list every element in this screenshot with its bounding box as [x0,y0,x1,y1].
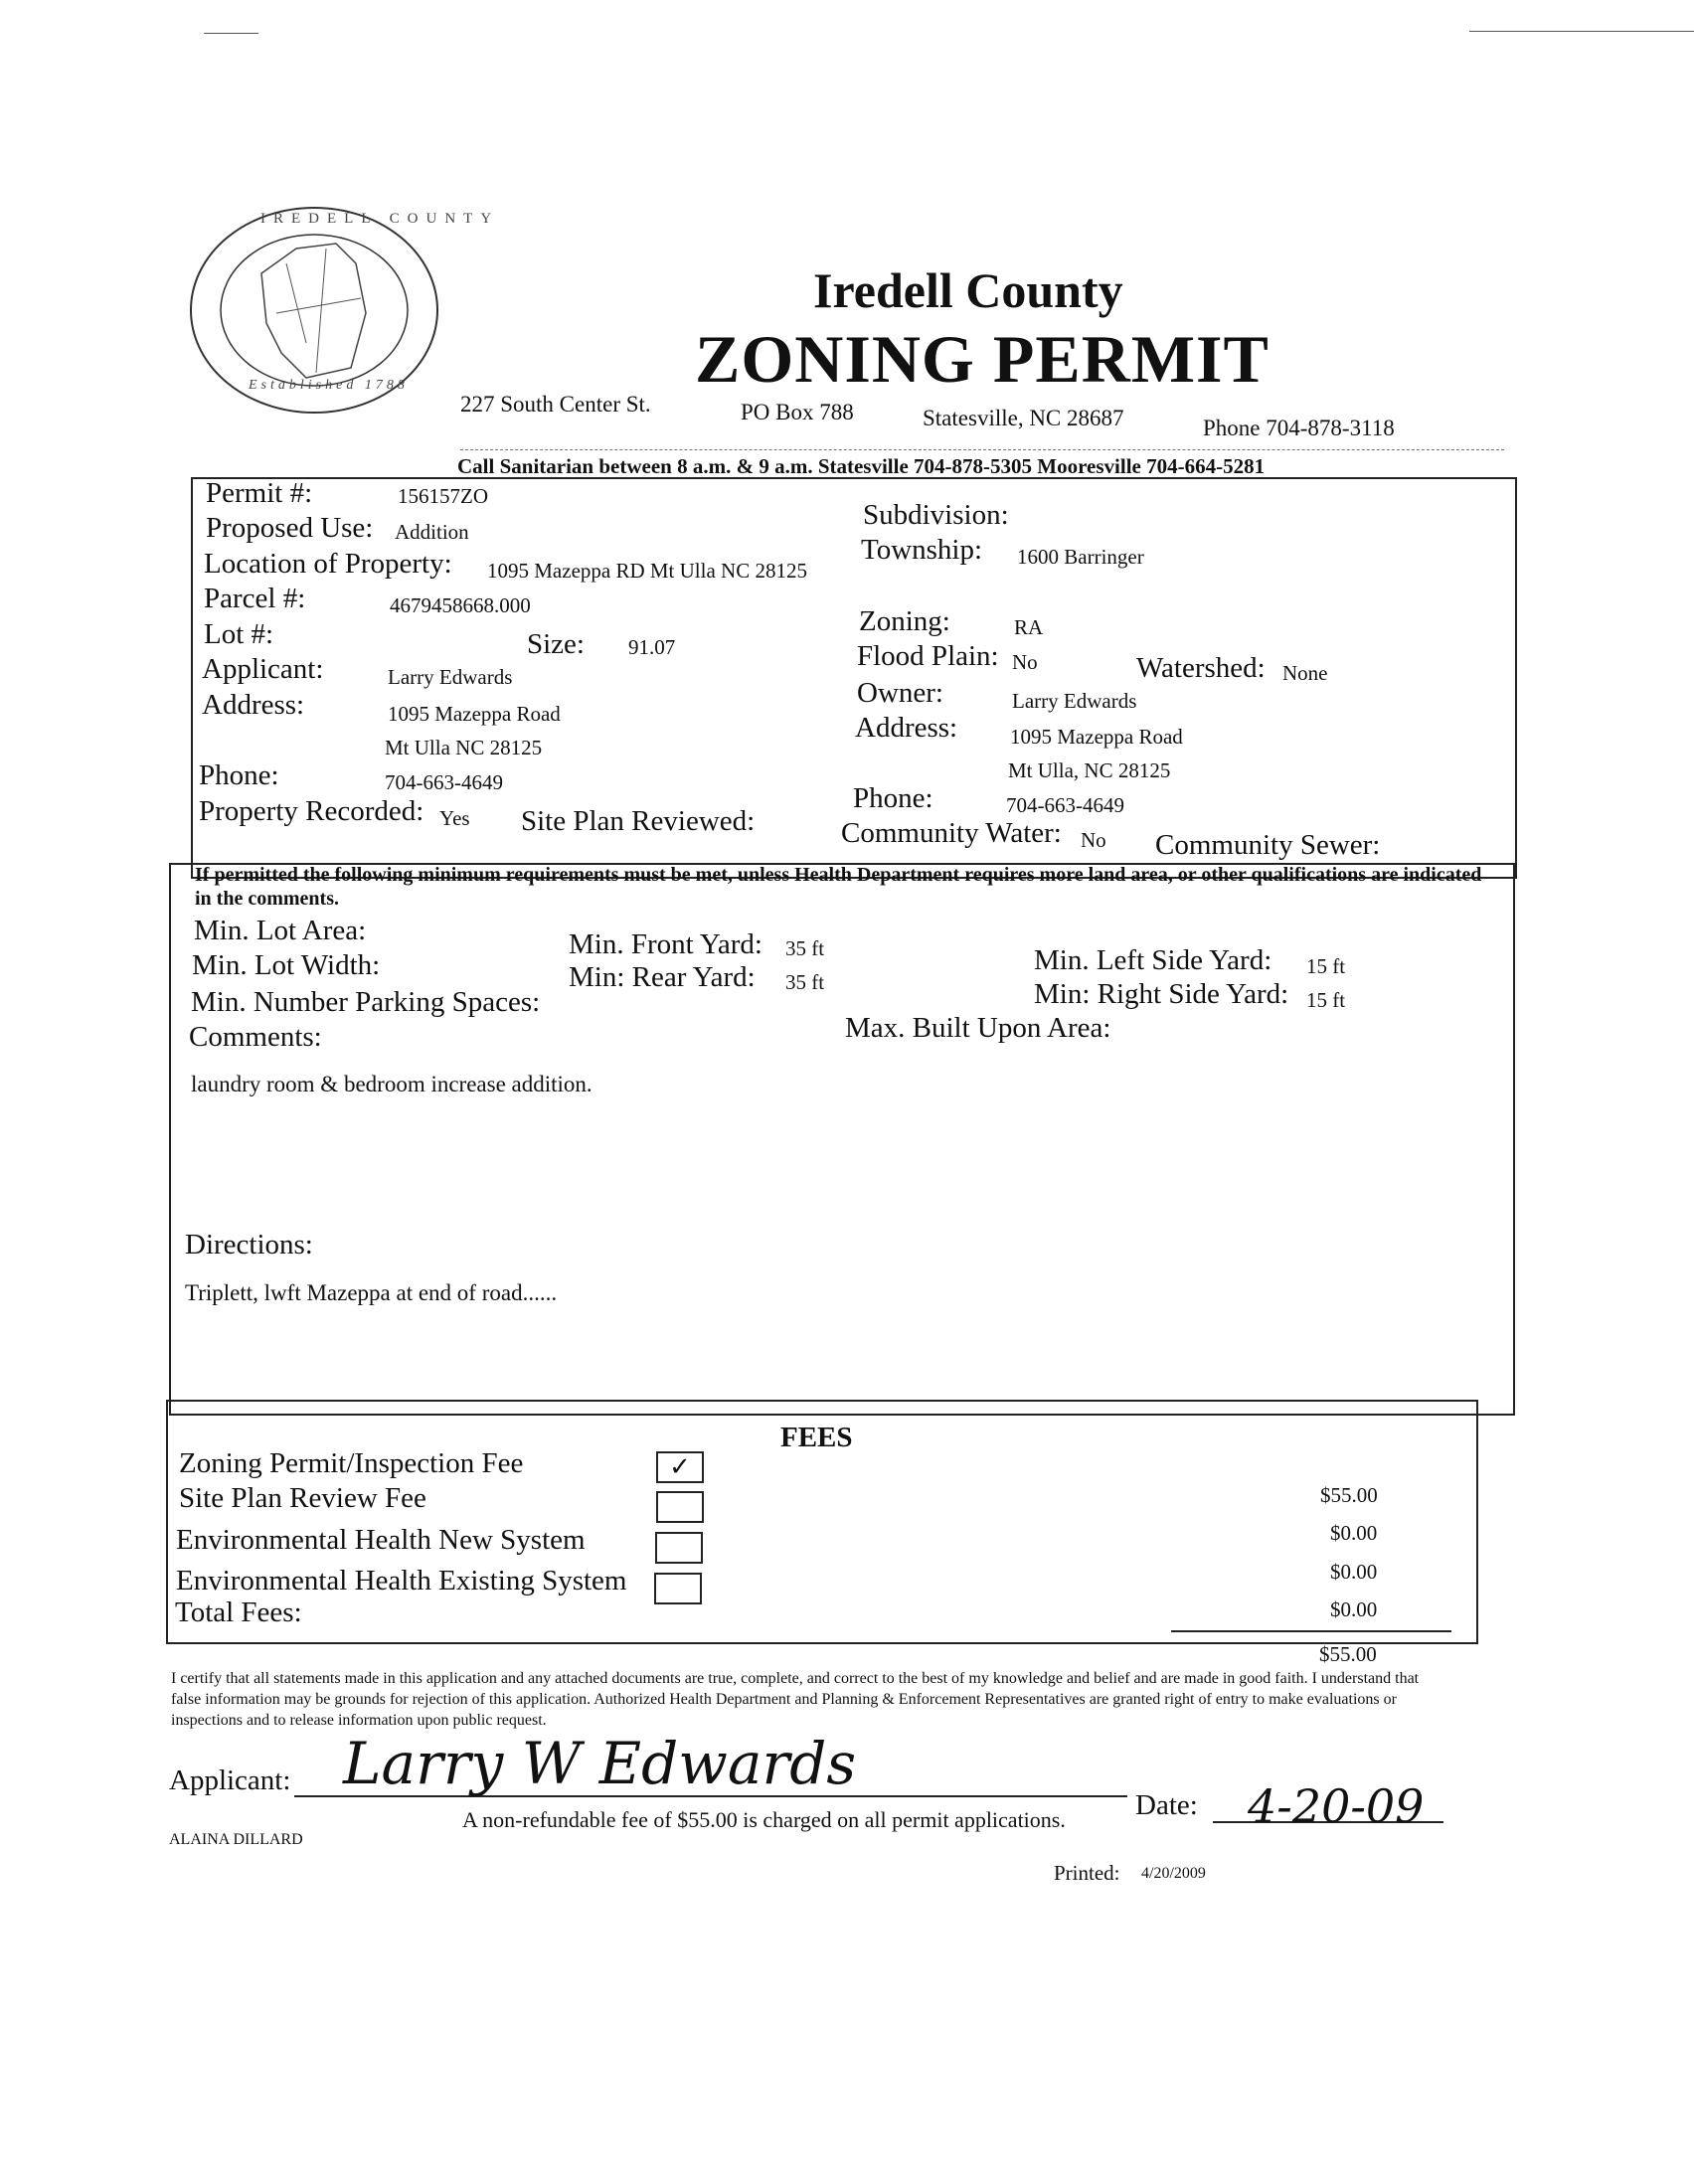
fee-checkbox-site-plan[interactable] [656,1491,704,1523]
phone-label: Phone: [199,759,279,791]
certification-text [171,1668,1443,1731]
built-upon-label: Max. Built Upon Area: [845,1012,1111,1044]
phone-value: 704-663-4649 [385,770,503,794]
fees-title: FEES [780,1422,853,1453]
header-divider [460,449,1504,450]
fee-amount-site-plan: $0.00 [1330,1521,1378,1545]
clerk-name: ALAINA DILLARD [169,1831,303,1848]
parcel-label: Parcel #: [204,583,306,614]
owner-address-line1: 1095 Mazeppa Road [1010,725,1183,749]
proposed-use-value: Addition [395,520,469,544]
water-value: No [1081,828,1106,852]
subdivision-label: Subdivision: [863,499,1009,531]
address-line2: Mt Ulla NC 28125 [385,736,543,759]
right-side-value: 15 ft [1306,988,1346,1012]
scan-edge-mark [1469,31,1694,32]
owner-value: Larry Edwards [1012,689,1137,713]
sewer-label: Community Sewer: [1155,829,1381,861]
total-fees-value: $55.00 [1319,1642,1377,1666]
header-city: Statesville, NC 28687 [923,406,1124,430]
header-po-box: PO Box 788 [741,400,854,424]
zoning-value: RA [1014,615,1044,639]
applicant-value: Larry Edwards [388,665,513,689]
fee-label-site-plan: Site Plan Review Fee [179,1482,426,1514]
fee-label-zoning: Zoning Permit/Inspection Fee [179,1447,524,1479]
applicant-label: Applicant: [202,653,324,685]
seal-bottom-text: Established 1788 [249,378,409,393]
lot-area-label: Min. Lot Area: [194,915,367,946]
right-side-label: Min: Right Side Yard: [1034,978,1289,1010]
certification-text-body: I certify that all statements made in this application and any attached documents are true, complete, and correct to the best of my knowledge and belief and are made in good faith. I understand that false information may be grounds for rejection of this application. Authorized Health Department and Planning & Enforcement Representatives are granted right of entry to make evaluations or inspections and to release information upon public request. [171,1670,1420,1729]
date-value: 4-20-09 [1248,1779,1425,1833]
permit-no-label: Permit #: [206,477,313,509]
front-yard-label: Min. Front Yard: [569,928,762,960]
fee-label-env-existing: Environmental Health Existing System [176,1565,627,1596]
directions-label: Directions: [185,1229,313,1260]
location-value: 1095 Mazeppa RD Mt Ulla NC 28125 [487,559,807,583]
fee-amount-zoning: $55.00 [1320,1483,1378,1507]
water-label: Community Water: [841,817,1062,849]
recorded-label: Property Recorded: [199,795,424,827]
township-label: Township: [861,534,983,566]
fee-checkbox-env-existing[interactable] [654,1573,702,1604]
requirements-box [169,863,1515,1416]
comments-value: laundry room & bedroom increase addition. [191,1072,593,1096]
address-label: Address: [202,689,305,721]
date-label: Date: [1135,1789,1198,1821]
watershed-value: None [1282,661,1328,685]
left-side-value: 15 ft [1306,954,1346,978]
watershed-label: Watershed: [1136,652,1266,684]
lot-width-label: Min. Lot Width: [192,949,381,981]
requirements-notice-text: If permitted the following minimum requirements must be met, unless Health Department requires more land area, or other qualifications are indicated in the comments. [195,864,1482,910]
seal-top-text: IREDELL COUNTY [260,211,500,227]
owner-phone-value: 704-663-4649 [1006,793,1124,817]
site-plan-label: Site Plan Reviewed: [521,805,756,837]
left-side-label: Min. Left Side Yard: [1034,944,1272,976]
owner-address-label: Address: [855,712,958,744]
owner-phone-label: Phone: [853,782,933,814]
printed-date: 4/20/2009 [1141,1865,1206,1882]
nonrefundable-notice: A non-refundable fee of $55.00 is charged on all permit applications. [462,1807,1066,1832]
zoning-label: Zoning: [859,605,950,637]
flood-label: Flood Plain: [857,640,999,672]
fee-checkbox-zoning[interactable]: ✓ [656,1451,704,1483]
fee-label-env-new: Environmental Health New System [176,1524,586,1556]
printed-label: Printed: [1054,1861,1120,1885]
rear-yard-label: Min: Rear Yard: [569,961,756,993]
page-title: ZONING PERMIT [695,321,1270,397]
header-street: 227 South Center St. [460,392,651,417]
address-line1: 1095 Mazeppa Road [388,702,561,726]
owner-label: Owner: [857,677,943,709]
sanitarian-notice: Call Sanitarian between 8 a.m. & 9 a.m. Statesville 704-878-5305 Mooresville 704-664-5281 [457,454,1266,478]
parking-label: Min. Number Parking Spaces: [191,986,541,1018]
total-fees-label: Total Fees: [175,1596,302,1628]
comments-label: Comments: [189,1021,322,1053]
fee-amount-env-existing: $0.00 [1330,1597,1378,1621]
rear-yard-value: 35 ft [785,970,825,994]
owner-address-line2: Mt Ulla, NC 28125 [1008,758,1171,782]
applicant-signature-label: Applicant: [169,1764,291,1796]
township-value: 1600 Barringer [1017,545,1144,569]
header-phone: Phone 704-878-3118 [1203,416,1395,440]
directions-value: Triplett, lwft Mazeppa at end of road...... [185,1280,558,1305]
fee-amount-env-new: $0.00 [1330,1560,1378,1584]
lot-label: Lot #: [204,618,274,650]
front-yard-value: 35 ft [785,936,825,960]
scan-edge-mark [204,33,258,34]
proposed-use-label: Proposed Use: [206,512,374,544]
location-label: Location of Property: [204,548,452,580]
size-value: 91.07 [628,635,676,659]
total-rule [1171,1630,1451,1632]
requirements-notice [195,863,1487,911]
fee-checkbox-env-new[interactable] [655,1532,703,1564]
county-name: Iredell County [813,262,1123,318]
flood-value: No [1012,650,1038,674]
applicant-signature: Larry W Edwards [343,1730,857,1797]
permit-no-value: 156157ZO [398,484,488,508]
size-label: Size: [527,628,585,660]
parcel-value: 4679458668.000 [390,593,531,617]
recorded-value: Yes [439,806,470,830]
